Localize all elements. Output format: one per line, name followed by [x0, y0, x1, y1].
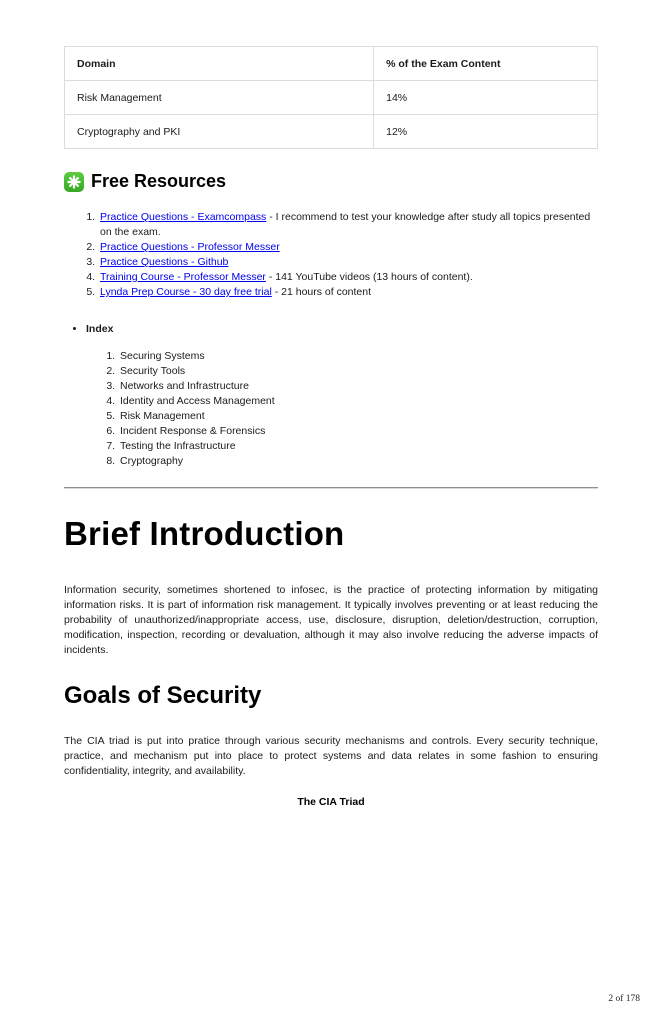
cell-domain: Risk Management [65, 81, 374, 115]
index-item: 6. Incident Response & Forensics [118, 424, 598, 439]
link-professor-messer-course[interactable]: Training Course - Professor Messer [100, 271, 266, 283]
cell-domain: Cryptography and PKI [65, 115, 374, 149]
index-label: Index [86, 323, 114, 335]
column-header-percent: % of the Exam Content [374, 47, 598, 81]
goals-of-security-heading: Goals of Security [64, 682, 262, 709]
section-divider [64, 487, 598, 489]
list-item [98, 210, 598, 240]
column-header-domain: Domain [65, 47, 374, 81]
link-professor-messer-questions[interactable]: Practice Questions - Professor Messer [100, 241, 280, 253]
free-resources-list [64, 210, 598, 300]
index-item: 2. Security Tools [118, 364, 598, 379]
link-examcompass[interactable]: Practice Questions - Examcompass [100, 211, 267, 223]
table-row [65, 115, 598, 149]
list-item-note: - 21 hours of content [271, 286, 372, 298]
cell-percent: 14% [374, 81, 598, 115]
table-row [65, 81, 598, 115]
index-section [64, 322, 598, 469]
link-lynda-course[interactable]: Lynda Prep Course - 30 day free trial [100, 286, 272, 298]
list-item [98, 255, 598, 270]
exam-domain-table [64, 46, 598, 149]
page-number: 2 of 178 [608, 994, 640, 1004]
index-bullet [86, 322, 598, 469]
index-item: 8. Cryptography [118, 454, 598, 469]
asterisk-icon [64, 172, 84, 192]
index-item: 5. Risk Management [118, 409, 598, 424]
index-item: 3. Networks and Infrastructure [118, 379, 598, 394]
list-item-note: - I recommend to test your knowledge after study all topics presented on the exam. [100, 211, 591, 238]
index-item: 7. Testing the Infrastructure [118, 439, 598, 454]
list-item [98, 240, 598, 255]
index-item: 1. Securing Systems [118, 349, 598, 364]
index-items-list [86, 349, 598, 469]
goals-paragraph: The CIA triad is put into pratice through various security mechanisms and controls. Every security technique, practice, and mechanism put into place to protect systems and data relates in some fashion to ensuring confidentiality, integrity, and availability. [64, 735, 598, 777]
cell-percent: 12% [374, 115, 598, 149]
free-resources-heading [64, 171, 598, 192]
table-header-row [65, 47, 598, 81]
list-item-note: - 141 YouTube videos (13 hours of content). [265, 271, 473, 283]
intro-paragraph: Information security, sometimes shortened to infosec, is the practice of protecting information by mitigating information risks. It is part of information risk management. It typically involves preventing or at least reducing the probability of unauthorized/inappropriate access, use, disclosure, disruption, deletion/destruction, corruption, modification, inspection, recording or devaluation, although it may also involve reducing the adverse impacts of incidents. [64, 584, 598, 656]
link-github-questions[interactable]: Practice Questions - Github [100, 256, 229, 268]
list-item [98, 285, 598, 300]
cia-triad-caption: The CIA Triad [297, 796, 365, 808]
brief-introduction-heading: Brief Introduction [64, 515, 345, 552]
index-item: 4. Identity and Access Management [118, 394, 598, 409]
free-resources-title: Free Resources [91, 171, 227, 191]
list-item [98, 270, 598, 285]
